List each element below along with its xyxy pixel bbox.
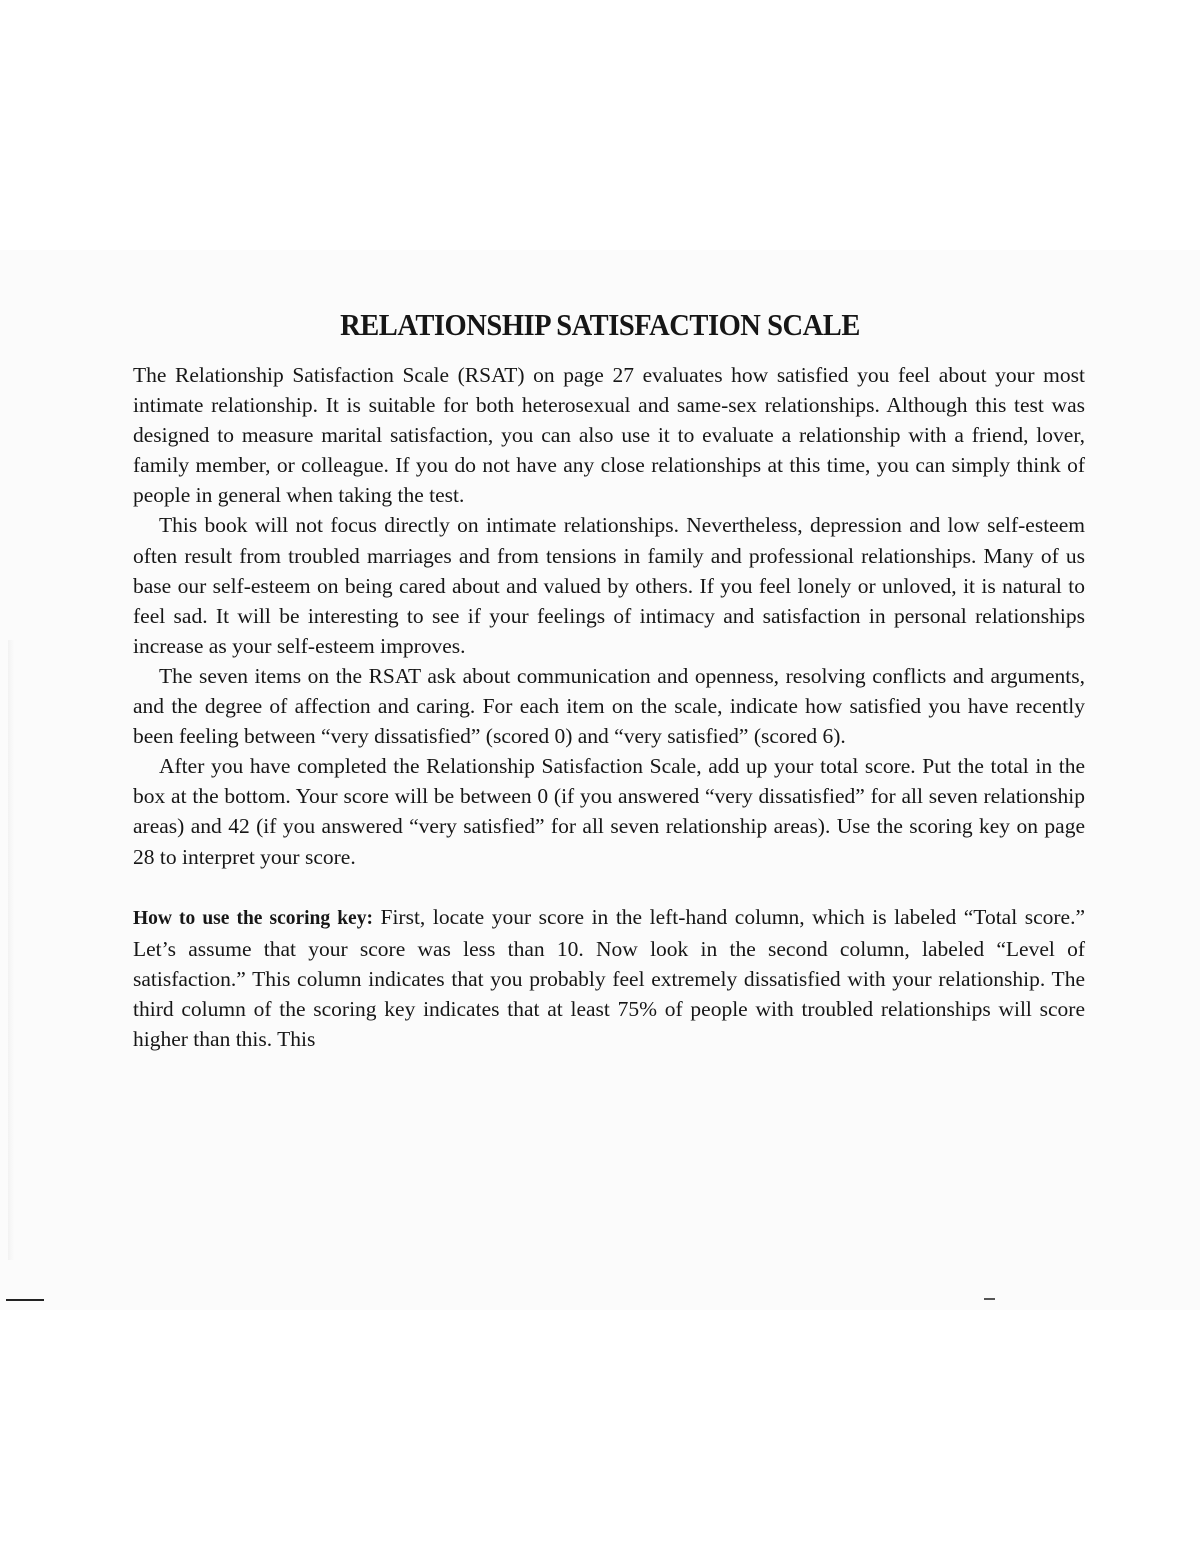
scan-edge-shadow [8,640,14,1260]
scoring-key-paragraph [133,902,1085,1054]
crop-mark-left [6,1299,44,1301]
scoring-key-heading: How to use the scoring key: [133,907,373,929]
body-text [133,360,1085,1054]
paragraph-3: The seven items on the RSAT ask about communication and openness, resolving conflicts and arguments, and the degree of affection and caring. For each item on the scale, indicate how satisfied you have recently been feeling between “very dissatisfied” (scored 0) and “very satisfied” (scored 6). [133,663,1085,749]
paragraph-4: After you have completed the Relationship Satisfaction Scale, add up your total score. Put the total in the box at the bottom. Your score will be between 0 (if you answered “very dissatisfied” for all seven relationship areas) and 42 (if you answered “very satisfied” for all seven relationship areas). Use the scoring key on page 28 to interpret your score. [133,754,1085,869]
scoring-key-text: First, locate your score in the left-hand column, which is labeled “Total score.” Let’s assume that your score was less than 10. Now look in the second column, labeled “Level of satisfaction.” This column indicates that you probably feel extremely dissatisfied with your relationship. The third column of the scoring key indicates that at least 75% of people with troubled relationships will score higher than this. This [133,904,1086,1051]
crop-mark-right [984,1298,995,1300]
paragraph-2: This book will not focus directly on intimate relationships. Nevertheless, depression and low self-esteem often result from troubled marriages and from tensions in family and professional relationships. Many of us base our self-esteem on being cared about and valued by others. If you feel lonely or unloved, it is natural to feel sad. It will be interesting to see if your feelings of intimacy and satisfaction in personal relationships increase as your self-esteem improves. [133,513,1085,658]
page-title: RELATIONSHIP SATISFACTION SCALE [340,307,860,342]
paragraph-1: The Relationship Satisfaction Scale (RSAT) on page 27 evaluates how satisfied you feel about your most intimate relationship. It is suitable for both heterosexual and same-sex relationships. Although this test was designed to measure marital satisfaction, you can also use it to evaluate a relationship with a friend, lover, family member, or colleague. If you do not have any close relationships at this time, you can simply think of people in general when taking the test. [133,363,1085,508]
